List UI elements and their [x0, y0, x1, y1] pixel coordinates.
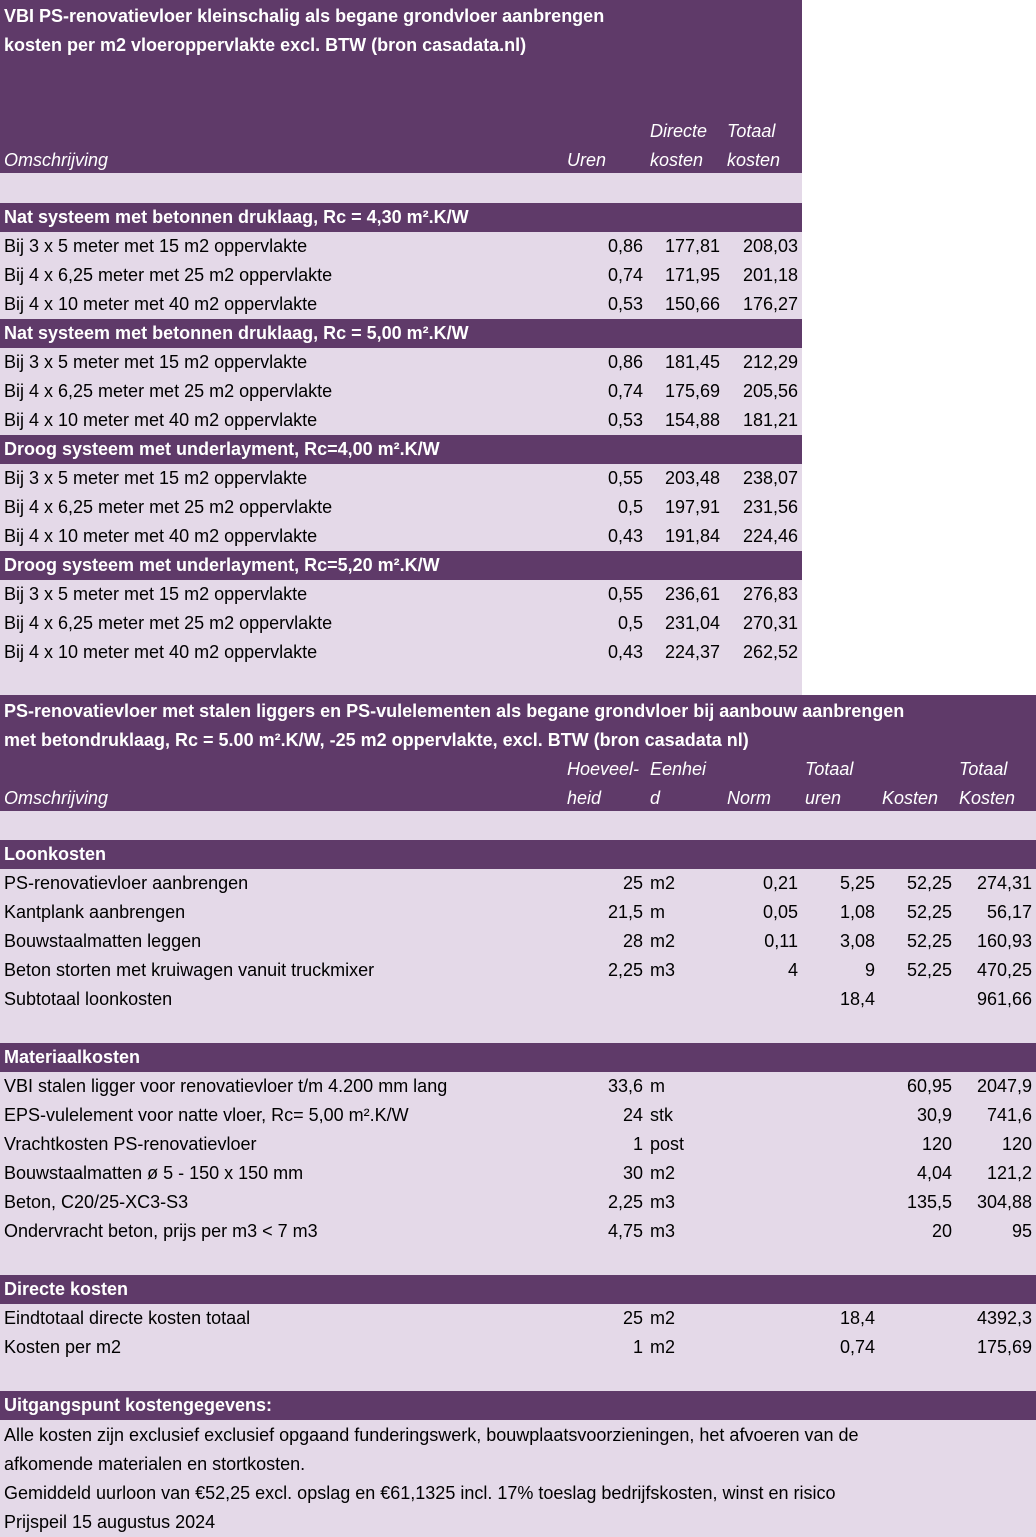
row-unit: stk	[650, 1105, 674, 1125]
section2-group-header	[0, 1275, 1036, 1304]
row-total-cost: 56,17	[986, 902, 1032, 922]
row-norm: 0,05	[762, 902, 798, 922]
row-cost: 52,25	[906, 960, 952, 980]
table-row	[0, 261, 802, 290]
table-row	[0, 1159, 1036, 1188]
section1-title-line2: kosten per m2 vloeroppervlakte excl. BTW (bron casadata.nl)	[4, 35, 527, 55]
row-cost: 20	[931, 1221, 952, 1241]
section2-col-totaal-uren-2: uren	[805, 788, 842, 808]
section1-title-line1: VBI PS-renovatievloer kleinschalig als begane grondvloer aanbrengen	[4, 6, 605, 26]
row-label: Bij 4 x 6,25 meter met 25 m2 oppervlakte	[4, 497, 333, 517]
row-label: Bij 4 x 10 meter met 40 m2 oppervlakte	[4, 642, 318, 662]
table-row	[0, 580, 802, 609]
notes-header	[0, 1391, 1036, 1420]
section2-col-totaal-kosten-2: Kosten	[959, 788, 1016, 808]
row-label: Bij 3 x 5 meter met 15 m2 oppervlakte	[4, 236, 308, 256]
row-norm: 0,11	[764, 931, 798, 951]
section1-group-header	[0, 203, 802, 232]
table-row	[0, 1072, 1036, 1101]
table-row	[0, 898, 1036, 927]
row-uren: 0,5	[617, 613, 643, 633]
section1-group-title: Nat systeem met betonnen druklaag, Rc = 4,30 m².K/W	[4, 207, 469, 227]
table-row	[0, 638, 802, 667]
row-direct-cost: 175,69	[664, 381, 720, 401]
table-row	[0, 493, 802, 522]
row-quantity: 25	[622, 873, 643, 893]
section1-col-uren: Uren	[567, 150, 607, 170]
table-row	[0, 1333, 1036, 1362]
row-total-cost: 274,31	[976, 873, 1032, 893]
row-label: Bij 4 x 10 meter met 40 m2 oppervlakte	[4, 526, 318, 546]
row-label: Bij 4 x 10 meter met 40 m2 oppervlakte	[4, 294, 318, 314]
row-label: Bij 4 x 6,25 meter met 25 m2 oppervlakte	[4, 381, 333, 401]
row-uren: 0,55	[607, 468, 643, 488]
row-total-hours: 3,08	[839, 931, 875, 951]
table-row	[0, 956, 1036, 985]
row-uren: 0,74	[607, 265, 643, 285]
section2-title-line1: PS-renovatievloer met stalen liggers en PS-vulelementen als begane grondvloer bij aanbouw aanbrengen	[4, 701, 905, 721]
row-uren: 0,5	[617, 497, 643, 517]
row-unit: m2	[650, 1337, 676, 1357]
section2-col-totaal-kosten-1: Totaal	[959, 759, 1008, 779]
section2-col-eenheid-2: d	[650, 788, 661, 808]
row-unit: m2	[650, 1163, 676, 1183]
table-row	[0, 1130, 1036, 1159]
row-label: PS-renovatievloer aanbrengen	[4, 873, 249, 893]
row-total-cost: 205,56	[742, 381, 798, 401]
section1-group-header	[0, 319, 802, 348]
row-uren: 0,74	[607, 381, 643, 401]
row-total-hours: 1,08	[839, 902, 875, 922]
row-direct-cost: 171,95	[664, 265, 720, 285]
table-row	[0, 1217, 1036, 1246]
row-total-cost: 121,2	[986, 1163, 1032, 1183]
row-total-cost: 95	[1011, 1221, 1032, 1241]
row-uren: 0,53	[607, 410, 643, 430]
row-quantity: 2,25	[607, 960, 643, 980]
table-row	[0, 985, 1036, 1014]
row-label: Bij 3 x 5 meter met 15 m2 oppervlakte	[4, 352, 308, 372]
table-row	[0, 1304, 1036, 1333]
section1-group-title: Droog systeem met underlayment, Rc=5,20 m².K/W	[4, 555, 440, 575]
row-direct-cost: 177,81	[664, 236, 720, 256]
row-uren: 0,86	[607, 236, 643, 256]
row-cost: 52,25	[906, 931, 952, 951]
row-quantity: 1	[632, 1134, 643, 1154]
row-unit: m3	[650, 1192, 676, 1212]
row-total-hours: 18,4	[839, 1308, 875, 1328]
row-direct-cost: 154,88	[664, 410, 720, 430]
section1-col-directe-1: Directe	[650, 121, 708, 141]
row-direct-cost: 236,61	[664, 584, 720, 604]
table-row	[0, 1188, 1036, 1217]
row-total-cost: 231,56	[742, 497, 798, 517]
row-unit: m2	[650, 873, 676, 893]
row-label: Vrachtkosten PS-renovatievloer	[4, 1134, 257, 1154]
row-uren: 0,43	[607, 526, 643, 546]
row-label: Kantplank aanbrengen	[4, 902, 186, 922]
row-norm: 0,21	[762, 873, 798, 893]
section2-col-totaal-uren-1: Totaal	[805, 759, 854, 779]
row-total-cost: 262,52	[742, 642, 798, 662]
table-row	[0, 609, 802, 638]
table-row	[0, 348, 802, 377]
row-direct-cost: 224,37	[664, 642, 720, 662]
row-uren: 0,55	[607, 584, 643, 604]
section2-title-line2: met betondruklaag, Rc = 5.00 m².K/W, -25 m2 oppervlakte, excl. BTW (bron casadata nl)	[4, 730, 749, 750]
row-direct-cost: 150,66	[664, 294, 720, 314]
row-quantity: 2,25	[607, 1192, 643, 1212]
notes-title: Uitgangspunt kostengegevens:	[4, 1395, 273, 1415]
row-quantity: 4,75	[607, 1221, 643, 1241]
row-cost: 4,04	[916, 1163, 952, 1183]
section2-col-hoeveelheid-2: heid	[567, 788, 602, 808]
row-total-hours: 5,25	[839, 873, 875, 893]
table-row	[0, 464, 802, 493]
row-cost: 60,95	[906, 1076, 952, 1096]
row-total-cost: 276,83	[742, 584, 798, 604]
section2-col-hoeveelheid-1: Hoeveel-	[567, 759, 640, 779]
section2-group-title: Loonkosten	[4, 844, 106, 864]
row-total-cost: 4392,3	[976, 1308, 1032, 1328]
section2-group-title: Directe kosten	[4, 1279, 129, 1299]
row-cost: 52,25	[906, 902, 952, 922]
row-direct-cost: 231,04	[664, 613, 720, 633]
row-label: Bij 4 x 6,25 meter met 25 m2 oppervlakte	[4, 613, 333, 633]
row-label: VBI stalen ligger voor renovatievloer t/m 4.200 mm lang	[4, 1076, 448, 1096]
section2-col-norm: Norm	[727, 788, 771, 808]
section2-col-eenheid-1: Eenhei	[650, 759, 707, 779]
row-direct-cost: 191,84	[664, 526, 720, 546]
row-unit: m2	[650, 931, 676, 951]
row-total-cost: 238,07	[742, 468, 798, 488]
row-total-cost: 201,18	[742, 265, 798, 285]
row-total-cost: 2047,9	[976, 1076, 1032, 1096]
row-total-cost: 270,31	[742, 613, 798, 633]
row-direct-cost: 181,45	[664, 352, 720, 372]
row-unit: m3	[650, 1221, 676, 1241]
row-total-hours: 0,74	[839, 1337, 875, 1357]
row-total-cost: 208,03	[742, 236, 798, 256]
row-uren: 0,53	[607, 294, 643, 314]
section2-col-kosten: Kosten	[882, 788, 939, 808]
row-label: Eindtotaal directe kosten totaal	[4, 1308, 251, 1328]
row-quantity: 30	[622, 1163, 643, 1183]
section1-col-totaal-1: Totaal	[727, 121, 776, 141]
row-direct-cost: 203,48	[664, 468, 720, 488]
row-total-cost: 181,21	[742, 410, 798, 430]
row-unit: m3	[650, 960, 676, 980]
section1-group-title: Droog systeem met underlayment, Rc=4,00 m².K/W	[4, 439, 440, 459]
row-uren: 0,43	[607, 642, 643, 662]
table-row	[0, 1101, 1036, 1130]
row-total-cost: 961,66	[976, 989, 1032, 1009]
section1-col-directe-2: kosten	[650, 150, 704, 170]
row-quantity: 24	[622, 1105, 643, 1125]
table-row	[0, 290, 802, 319]
notes-line-2: afkomende materialen en stortkosten.	[4, 1454, 306, 1474]
row-label: Bij 3 x 5 meter met 15 m2 oppervlakte	[4, 468, 308, 488]
row-label: Beton storten met kruiwagen vanuit truckmixer	[4, 960, 375, 980]
section2-group-title: Materiaalkosten	[4, 1047, 141, 1067]
row-cost: 52,25	[906, 873, 952, 893]
section1-header	[0, 0, 802, 173]
row-norm: 4	[787, 960, 798, 980]
row-cost: 30,9	[916, 1105, 952, 1125]
row-unit: m	[650, 902, 665, 922]
row-label: Beton, C20/25-XC3-S3	[4, 1192, 189, 1212]
section1-group-header	[0, 435, 802, 464]
row-quantity: 21,5	[607, 902, 643, 922]
section1-group-header	[0, 551, 802, 580]
row-cost: 135,5	[906, 1192, 952, 1212]
row-total-cost: 176,27	[742, 294, 798, 314]
row-quantity: 28	[622, 931, 643, 951]
table-row	[0, 522, 802, 551]
row-total-cost: 120	[1001, 1134, 1032, 1154]
section1-col-omschrijving: Omschrijving	[4, 150, 109, 170]
row-total-hours: 9	[864, 960, 875, 980]
notes-line-1: Alle kosten zijn exclusief exclusief opgaand funderingswerk, bouwplaatsvoorzieningen, het afvoeren van de	[4, 1425, 859, 1445]
row-total-cost: 160,93	[976, 931, 1032, 951]
row-total-cost: 304,88	[976, 1192, 1032, 1212]
row-total-cost: 224,46	[742, 526, 798, 546]
row-cost: 120	[921, 1134, 952, 1154]
table-row	[0, 927, 1036, 956]
section1-col-totaal-2: kosten	[727, 150, 781, 170]
section2-col-omschrijving: Omschrijving	[4, 788, 109, 808]
row-label: Bij 4 x 10 meter met 40 m2 oppervlakte	[4, 410, 318, 430]
row-label: EPS-vulelement voor natte vloer, Rc= 5,00 m².K/W	[4, 1105, 409, 1125]
table-row	[0, 869, 1036, 898]
row-direct-cost: 197,91	[664, 497, 720, 517]
row-unit: post	[650, 1134, 685, 1154]
table-row	[0, 232, 802, 261]
notes-line-3: Gemiddeld uurloon van €52,25 excl. opslag en €61,1325 incl. 17% toeslag bedrijfskosten, winst en risico	[4, 1483, 836, 1503]
section2-header	[0, 695, 1036, 811]
row-total-cost: 212,29	[742, 352, 798, 372]
row-total-hours: 18,4	[839, 989, 875, 1009]
row-uren: 0,86	[607, 352, 643, 372]
row-label: Bouwstaalmatten leggen	[4, 931, 202, 951]
section2-group-header	[0, 1043, 1036, 1072]
row-total-cost: 175,69	[976, 1337, 1032, 1357]
row-total-cost: 470,25	[976, 960, 1032, 980]
row-unit: m	[650, 1076, 665, 1096]
table-row	[0, 406, 802, 435]
row-quantity: 1	[632, 1337, 643, 1357]
row-total-cost: 741,6	[986, 1105, 1032, 1125]
section1-group-title: Nat systeem met betonnen druklaag, Rc = 5,00 m².K/W	[4, 323, 469, 343]
row-unit: m2	[650, 1308, 676, 1328]
row-label: Bij 3 x 5 meter met 15 m2 oppervlakte	[4, 584, 308, 604]
row-label: Bouwstaalmatten ø 5 - 150 x 150 mm	[4, 1163, 304, 1183]
row-quantity: 33,6	[607, 1076, 643, 1096]
row-label: Kosten per m2	[4, 1337, 122, 1357]
row-quantity: 25	[622, 1308, 643, 1328]
notes-line-4: Prijspeil 15 augustus 2024	[4, 1512, 216, 1532]
row-label: Subtotaal loonkosten	[4, 989, 173, 1009]
section2-group-header	[0, 840, 1036, 869]
row-label: Ondervracht beton, prijs per m3 < 7 m3	[4, 1221, 318, 1241]
row-label: Bij 4 x 6,25 meter met 25 m2 oppervlakte	[4, 265, 333, 285]
table-row	[0, 377, 802, 406]
